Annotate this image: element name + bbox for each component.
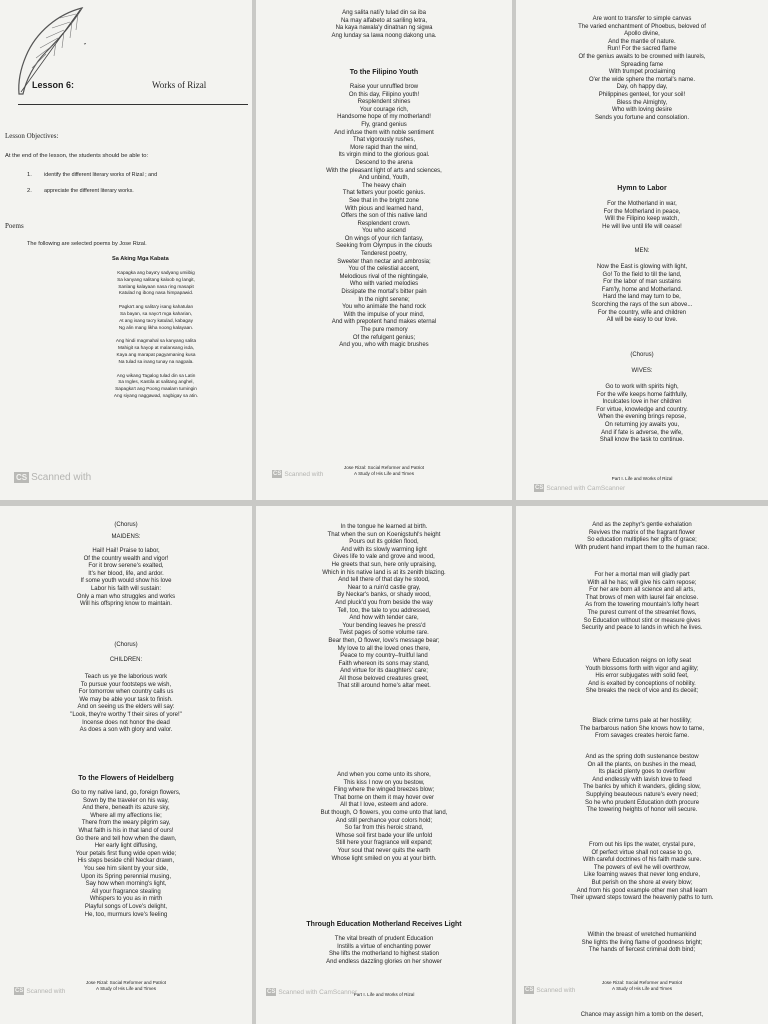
poem-title: Sa Aking Mga Kabata [112,256,169,262]
poem-body [256,524,512,691]
poem-line: The towering heights of honor will secure. [586,807,698,814]
poem-line: He greets that sun, here only upraising, [331,561,437,568]
poem-line: Bless the Almighty, [616,99,668,106]
chorus-label: (Chorus) [114,522,138,528]
poem-line: My love to all the loved ones there, [337,645,431,652]
poem-line: Sa bayan, sa nayo't mga kaharian, [119,310,193,316]
poem-line: On returning joy awaits you, [604,421,680,428]
poem-line: All that I love, esteem and adore. [340,802,428,809]
poem-title: Hymn to Labor [617,185,667,192]
poem-line: Ang hindi magmahal sa kanyang salita [115,338,197,344]
poem-line: Katulad ng ibong nasa himpapawid. [118,290,194,296]
poem-line: Go to my native land, go, foreign flowers, [71,790,181,796]
poem-line: Who with varied melodies [349,281,419,288]
poem-line: Hail! Hail! Praise to labor, [92,548,160,554]
scanner-watermark: CS Scanned with CamScanner [535,484,626,492]
poem-line: Labor his faith will sustain: [90,585,162,592]
poem-body [96,270,216,400]
poem-line: So Education without stint or measure gives [583,617,701,624]
section-label: WIVES: [631,368,653,374]
poem-line: Whose light smiled on you at your birth. [331,855,437,862]
poem-line: You who animate the hand rock [342,304,426,311]
poem-line: But though, O flowers, you come unto that land, [320,809,448,816]
poem-line: Say how when morning's light, [85,881,167,888]
poem-line: Supplying beauteous nature's every need; [586,791,698,798]
poem-line: To pursue your footsteps we wish, [80,681,172,688]
poem-line: And if fate is adverse, the wife, [601,429,683,436]
objectives-intro: At the end of the lesson, the students should be able to: [5,153,149,159]
poem-title: To the Filipino Youth [349,69,419,76]
poem-line: And with prepotent hand makes eternal [331,319,437,326]
objectives-heading: Lesson Objectives: [5,132,59,140]
poem-line: This kiss I now on you bestow, [343,779,425,786]
poem-line: Na may alfabeto at sariling letra, [340,17,428,24]
poem-line: There from the weary pilgrim say, [81,820,171,827]
scanner-watermark: CS Scanned with [15,987,66,995]
poem-line: Run! For the sacred flame [607,46,677,53]
section-label: CHILDREN: [109,657,143,663]
poem-line: At ang isang tao'y katulad, kabagay [119,317,193,323]
page-footer: Jose Rizal: Social Reformer and Patriot A Study of His Life and Times [343,465,425,476]
poem-line: It's her blood, life, and ardor. [88,570,164,577]
page-lesson-intro [0,0,252,500]
poem-line: And when you come unto its shore, [337,772,431,778]
page-filipino-youth [256,0,512,500]
poem-line: Whispers to you as in mirth [89,896,163,903]
poem-line: Your courage rich, [359,106,409,113]
scanner-watermark: CS Scanned with [273,470,324,478]
poem-line: For tomorrow when country calls us [78,689,174,696]
poem-line: Spreading fame [620,61,664,68]
poem-line: From savages creates heroic fame. [594,733,690,740]
poem-line: Fam'ly, home and Motherland. [601,286,683,293]
poem-line: The banks by which it wanders, gliding slow, [583,784,701,791]
poem-line: For the labor of man sustains [603,279,681,286]
poem-line: With pious and learned hand, [344,205,424,212]
poem-body [0,674,252,735]
poems-intro: The following are selected poems by Jose Rizal. [27,241,147,247]
poem-line: Are wont to transfer to simple canvas [592,16,692,22]
poem-line: She lights the living flame of goodness bright; [581,939,703,946]
poem-line: "Look, they're worthy 'f their sires of yore!" [70,711,182,718]
poem-line: Handsome hope of my motherland! [337,114,431,121]
poem-body [516,842,768,903]
poem-body [256,772,512,863]
poem-line: For the Motherland in war, [607,201,677,207]
poem-line: Within the breast of wretched humankind [587,932,697,938]
poem-line: Seeking from Olympus in the clouds [335,243,433,250]
poem-line: The heavy chain [361,182,407,189]
poem-line: Na kaya nawala'y dinatnan ng sigwa [335,25,433,32]
poem-line: By Neckar's banks, or shady wood, [337,592,431,599]
poem-line: Security and peace to lands in which he lives. [581,625,703,632]
poem-line: Go! To the field to till the land, [602,271,682,278]
poem-line: See that in the bright zone [348,197,420,204]
poem-line: You of the celestial accent, [348,266,420,273]
poem-line: Sanlang kalayaan nasa ring masapit [118,283,194,289]
poem-body [516,754,768,815]
poem-line: Scorching the rays of the sun above... [591,301,693,308]
poem-line: And unbind, Youth, [358,175,410,182]
poem-line: He, too, murmurs love's feeling [84,911,168,918]
poem-line: You who ascend [362,228,406,235]
poem-line: Her early light diffusing, [94,843,158,850]
objective-number: 1. [27,172,32,178]
poem-line: And with its slowly warming light [341,546,427,553]
poem-line: Youth blossoms forth with vigor and agility; [585,665,699,672]
poem-line: Apollo divine, [624,31,660,38]
poem-line: And how with tender care, [349,615,419,622]
page-through-education [256,506,512,1024]
poem-line: As does a son with glory and valor. [79,727,173,734]
divider [18,104,248,105]
poem-line: For it brow serene's exalted, [88,563,164,570]
poem-line: Sweeter than nectar and ambrosia; [337,258,431,265]
poem-line: Ang wikang Tagalog tulad din sa Latin [116,372,196,378]
poem-line: Teach us ye the laborious work [84,674,168,680]
poem-line: That vigorously rushes, [352,137,416,144]
poem-line: Like foaming waves that never long endure, [583,872,701,879]
poem-line: Of the refulgent genius; [352,334,416,341]
poem-line: O'er the wide sphere the mortal's name. [588,76,695,83]
poem-body [516,384,768,445]
poem-line: In the night serene; [358,296,410,303]
poem-body [516,718,768,741]
poem-line: Sown by the traveler on his way, [83,797,169,804]
poem-line: Playful songs of Love's delight, [84,903,168,910]
poem-line: Revives the matrix of the fragrant flower [588,529,696,536]
poem-line: In the tongue he learned at birth. [340,524,428,530]
poem-line: Who with loving desire [611,107,673,114]
poem-line: Tell, too, the tale to you addressed, [337,607,431,614]
poem-line: And pluck'd you from beside the way [335,599,433,606]
camscanner-logo-icon: CS [273,471,282,477]
poem-body [516,932,768,955]
poem-line: Day, oh happy day, [616,84,668,91]
poem-line: The purest current of the streamlet flows, [587,609,697,616]
poem-line: The powers of evil he will overthrow, [593,864,691,871]
poem-line: Kaya ang marapat pagyamaning kusa [116,351,196,357]
poem-body [516,522,768,552]
section-label: MEN: [634,248,650,254]
page-hymn-to-labor [516,0,768,500]
poem-line: And there, beneath its azure sky, [82,805,170,812]
poem-line: Only a man who struggles and works [76,593,176,600]
poem-line: And the mantle of nature. [608,38,676,45]
poem-line: For her a mortal man will gladly part [594,572,690,578]
poem-line: Resplendent crown. [357,220,411,227]
poem-line: Where Education reigns on lofty seat [592,658,692,664]
objective-number: 2. [27,188,32,194]
poem-line: And infuse them with noble sentiment [334,129,434,136]
poem-line: He will live until life will cease! [602,223,682,230]
poem-continuation [516,16,768,122]
poem-body [516,658,768,696]
poem-line: Instills a virtue of enchanting power [337,943,431,950]
poem-line: You see him silent by your side, [83,865,169,872]
poem-line: On this day, Filipino youth! [348,91,420,98]
poem-line: That borne on them it may hover over [333,794,435,801]
poem-line: Now the East is glowing with light, [596,264,688,270]
poem-body [516,201,768,231]
poem-line: So he who prudent Education doth procure [584,799,700,806]
page-education-continued [516,506,768,1024]
poem-body [516,572,768,633]
objective-text: identify the different literary works of Rizal ; and [44,172,158,178]
poem-line: And tell there of that day he stood, [338,577,430,584]
poem-line: Sa Ingles, Kastila at salitang anghel, [118,379,194,385]
lesson-label: Lesson 6: [32,80,75,90]
poem-line: Whose soil first bade your life unfold [335,832,433,839]
poem-line: Of the country wealth and vigor! [83,555,169,562]
poem-line: For the Motherland in peace, [603,208,681,215]
poem-line: Pours out its golden flood, [349,539,419,546]
poem-line: So far from this heroic strand, [344,825,424,832]
poem-line: All your fragrance stealing [91,888,161,895]
page-footer: Jose Rizal: Social Reformer and Patriot A Study of His Life and Times [601,980,683,991]
poem-line: Twist pages of some volume rare. [339,630,429,637]
poem-line: Tenderest poetry, [361,251,407,258]
poem-line: Peace to my country–fruitful land [340,653,428,660]
poem-line: Its virgin mind to the glorious goal. [338,152,430,159]
poem-line: Offers the son of this native land [341,213,427,220]
poem-line: Near to a ruin'd castle gray, [347,584,421,591]
poem-line: Hard the land may turn to be, [603,294,681,301]
page-footer: Jose Rizal: Social Reformer and Patriot A Study of His Life and Times [85,980,167,991]
poem-line: The vital breath of prudent Education [334,936,434,942]
poem-body [516,264,768,325]
poem-line: On wings of your rich fantasy, [344,235,424,242]
poem-line: For the country, wife and children [597,309,687,316]
page-footer: Part I. Life and Works of Rizal [353,992,415,997]
poem-line: Faith whereon its sons may stand, [338,660,430,667]
poem-line: For virtue, knowledge and country. [596,406,688,413]
chorus-label: (Chorus) [630,352,654,358]
poem-line: Resplendent shines [357,99,411,106]
poem-line: Descend to the arena [355,159,413,166]
poem-line: Fling where the winged breezes blow; [333,787,435,794]
poem-line: All those beloved creatures greet, [339,675,429,682]
poem-line: Ang lunday sa lawa noong dakong una. [331,32,437,39]
page-footer: Part I. Life and Works of Rizal [611,476,673,481]
poem-line: Inculcates love in her children [602,399,682,406]
poem-line: That still around home's altar meet. [337,683,431,690]
poem-line: With trumpet proclaiming [608,69,676,76]
camscanner-logo-icon: CS [16,473,28,482]
poem-line: If some youth would show his love [80,578,172,585]
lesson-title: Works of Rizal [152,80,207,90]
poem-line: Shall know the task to continue. [599,437,685,444]
poem-line: So education multiplies her gifts of grace; [587,537,697,544]
poem-line: That when the sun on Koenigstuhl's height [327,531,441,538]
poem-line: Its placid plenty goes to overflow [598,769,686,776]
poem-line: That fetters your poetic genius. [342,190,426,197]
objective-text: appreciate the different literary works. [44,188,134,194]
scanner-watermark: CS Scanned with [525,986,576,994]
poem-title: Through Education Motherland Receives Light [306,921,462,928]
poem-line: Bear then, O flower, love's message bear; [328,637,440,644]
camscanner-logo-icon: CS [267,989,276,995]
poem-line: Your petals first flung wide open wide; [75,850,177,857]
poem-line: The hands of fiercest criminal doth bind; [588,947,696,954]
poem-body [256,936,512,966]
poem-line: On all the plants, on bushes in the mead, [587,761,697,768]
camscanner-logo-icon: CS [535,485,544,491]
camscanner-logo-icon: CS [15,988,24,994]
poem-line: Gives life to vale and grove and wood, [333,554,435,561]
poem-line: She lifts the motherland to highest station [328,951,440,958]
poem-line: She breaks the neck of vice and its deceit; [585,688,699,695]
poem-line: What faith is his in that land of ours! [78,827,174,834]
poem-line: And endlessly with lavish love to feed [592,776,692,783]
poem-line: Upon its Spring perennial musing, [80,873,172,880]
poem-line: Melodious rival of the nightingale, [339,273,429,280]
poem-line: Philippines genteel, for your soil! [598,91,686,98]
poem-line: With the impulse of your mind, [343,311,425,318]
poem-line: Your soul that never quits the earth [337,847,431,854]
poem-line: With prudent hand impart them to the human race. [574,544,710,551]
poem-line: And is exalted by conceptions of nobility. [588,680,696,687]
poem-line: Sapagka't ang Poong maalam tumingin [115,386,197,392]
poem-line: We may be able your task to finish. [79,696,173,703]
poem-line: Ang salita nati'y tulad din sa iba [342,10,426,16]
poem-line: As from the towering mountain's lofty heart [585,602,699,609]
poem-line: Go there and tell how when the dawn, [75,835,177,842]
poem-line: That brows of men with laurel fair enclose. [585,594,699,601]
poem-continuation [256,10,512,40]
page-flowers-of-heidelberg [0,506,252,1024]
poem-line: Sends you fortune and consolation. [594,114,690,121]
poem-line: Kapagka ang baya'y sadyang umiibig [117,270,195,275]
poem-line: Fly, grand genius [361,121,407,128]
poem-line: For her are born all science and all arts, [589,587,695,594]
poem-line: Pagka't ang salita'y isang kahatulan [118,304,194,310]
scanner-watermark: CS Scanned with CamScanner [267,988,358,996]
poem-line: For the wife keeps home faithfully, [596,391,688,398]
poem-line: Na tulad sa inang tunay na nagpala. [118,358,194,364]
poem-line: Of the genius awaits to be crowned with laurels, [578,53,706,60]
poem-line: From out his lips the water, crystal pure, [588,842,696,848]
poem-line: And still perchance your colors hold; [335,817,433,824]
poem-line: Ng alin mang likha noong kalayaan. [118,324,194,330]
poem-line: And as the zephyr's gentle exhalation [592,522,692,528]
poem-line: Dissipate the mortal's bitter pain [341,289,427,296]
poem-line: Incense does not honor the dead [82,719,170,726]
poem-line: All will be easy to our love. [606,317,678,324]
poem-line: When the evening brings repose, [597,414,687,421]
poem-line: With all he has; will give his calm repose; [587,579,697,586]
poem-body [0,548,252,609]
poem-line: More rapid than the wind, [350,144,418,151]
poem-line: And you, who with magic brushes [339,342,429,349]
poem-line: Will his offspring know to maintain. [80,601,172,608]
scanner-watermark: CS Scanned with [16,472,92,483]
poem-line: With careful doctrines of his faith made sure. [582,857,702,864]
poem-line: Will the Filipino keep watch, [604,216,680,223]
poem-line: And on seeing us the elders will say: [77,704,175,711]
poem-line: But perish on the shore at every blow; [591,879,693,886]
poem-line: His error subjugates with solid feet, [595,673,689,680]
poem-line: Sa kanyang salitang kaloob ng langit, [117,276,195,282]
poem-body [0,790,252,919]
poem-line: The barbarous nation She knows how to tame, [579,725,705,732]
poem-line: Your bending leaves he press'd [342,622,426,629]
chorus-label: (Chorus) [114,642,138,648]
poem-line: Still here your fragrance will expand; [335,840,433,847]
poem-line: And virtue for its daughters' care; [340,668,428,675]
poem-line: Raise your unruffled brow [349,84,419,90]
poem-line: Go to work with spirits high, [605,384,679,390]
poem-line: Their upward steps toward the heavenly paths to turn. [570,895,714,902]
camscanner-logo-icon: CS [525,987,534,993]
poem-body [256,84,512,350]
poem-line: Mahigit sa hayop at malansang isda, [117,345,195,351]
poem-title: To the Flowers of Heidelberg [78,775,174,782]
poems-heading: Poems [5,222,24,230]
poem-line: The pure memory [360,327,408,333]
poem-line: Black crime turns pale at her hostility; [592,718,692,724]
poem-line: The varied enchantment of Phoebus, beloved of [578,23,706,30]
section-label: MAIDENS: [111,534,141,540]
poem-line: His steps beside chill Neckar drawn, [77,858,175,865]
poem-line: Which in his native land is at its zenith blazing. [322,569,446,576]
poem-line: Where all my affections lie; [90,812,162,819]
poem-line: And from his good example other men shall learn [576,887,708,894]
poem-line: Of perfect virtue shall not cease to go, [591,849,693,856]
poem-line: Ang siyang naggawad, nagbigay sa atin. [113,392,199,398]
poem-line: And as the spring doth sustenance bestow [585,754,699,760]
poem-line: And endless dazzling glories on her shower [326,958,442,965]
poem-line: Chance may assign him a tomb on the desert, [580,1012,704,1018]
poem-line: With the pleasant light of arts and sciences, [326,167,442,174]
